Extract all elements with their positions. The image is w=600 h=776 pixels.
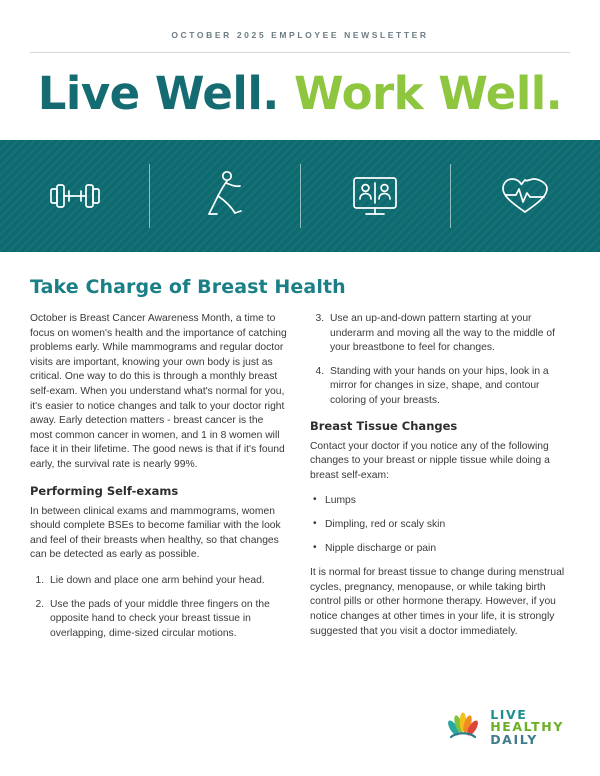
list-item: • Dimpling, red or scaly skin [325, 518, 568, 533]
band-cell-telehealth [301, 164, 451, 228]
list-item: 2. Use the pads of your middle three fingers on the opposite hand to check your breast tissue in overlapping, dime-sized circular motions. [47, 598, 288, 642]
list-item: • Nipple discharge or pain [325, 542, 568, 557]
intro-paragraph: October is Breast Cancer Awareness Month, a time to focus on women's health and the importance of catching problems early. While mammograms and regular doctor visits are important, knowing your own body is just as critical. One way to do this is through a monthly breast self-exam. When you understand what's normal for you, it's easier to notice changes and talk to your doctor right away. Early detection matters - breast cancer is the most common cancer in women, and 1 in 8 women will face it in their lifetime. The good news is that if it's found early, the survival rate is nearly 99%. [30, 313, 287, 470]
brand-line-daily: DAILY [490, 731, 538, 747]
two-column-layout [30, 312, 570, 651]
band-cell-heart-health [451, 164, 600, 228]
list-item: 3. Use an up-and-down pattern starting at your underarm and moving all the way to the middle of your breastbone to feel for changes. [327, 312, 568, 356]
video-call-monitor-icon [350, 174, 400, 218]
list-item: 4. Standing with your hands on your hips, look in a mirror for changes in size, shape, and contour coloring of your breasts. [327, 365, 568, 409]
self-exam-steps-left [30, 574, 288, 641]
masthead-part-one: Live Well. [37, 67, 279, 120]
subheading-performing-self-exams: Performing Self-exams [30, 483, 179, 498]
header-divider [30, 52, 570, 53]
tissue-changes-paragraph: Contact your doctor if you notice any of the following changes to your breast or nipple tissue while doing a breast self-exam: [310, 440, 550, 481]
icon-band [0, 140, 600, 252]
subheading-breast-tissue-changes: Breast Tissue Changes [310, 418, 458, 433]
masthead-part-two: Work Well. [294, 67, 563, 120]
newsletter-eyebrow: OCTOBER 2025 EMPLOYEE NEWSLETTER [171, 30, 429, 40]
heart-pulse-icon [499, 174, 551, 218]
stretching-person-icon [204, 170, 246, 222]
brand-line-live: LIVE [490, 706, 528, 722]
right-column [310, 312, 568, 650]
band-cell-stretching [150, 164, 300, 228]
masthead [0, 67, 600, 120]
self-exam-steps-right [310, 312, 568, 409]
left-column [30, 312, 288, 651]
list-item: 1. Lie down and place one arm behind your head. [47, 574, 288, 589]
tissue-changes-list [310, 494, 568, 556]
colorful-leaf-burst-icon [445, 707, 481, 748]
brand-footer [445, 707, 564, 748]
page-title: Take Charge of Breast Health [30, 276, 346, 298]
article-body [0, 252, 600, 651]
self-exam-paragraph: In between clinical exams and mammograms, women should complete BSEs to become familiar with the look and feel of their breasts when healthy, so that changes can be detected as early as possible. [30, 505, 281, 561]
dumbbell-icon [48, 176, 102, 216]
brand-wordmark [490, 706, 564, 747]
list-item: • Lumps [325, 494, 568, 509]
closing-paragraph: It is normal for breast tissue to change during menstrual cycles, pregnancy, menopause, or while taking birth control pills or other hormone therapy. However, if you notice changes at other times in your life, it is strongly suggested that you visit a doctor immediately. [310, 567, 565, 637]
band-cell-fitness [0, 164, 150, 228]
brand-line-healthy: HEALTHY [490, 719, 564, 735]
